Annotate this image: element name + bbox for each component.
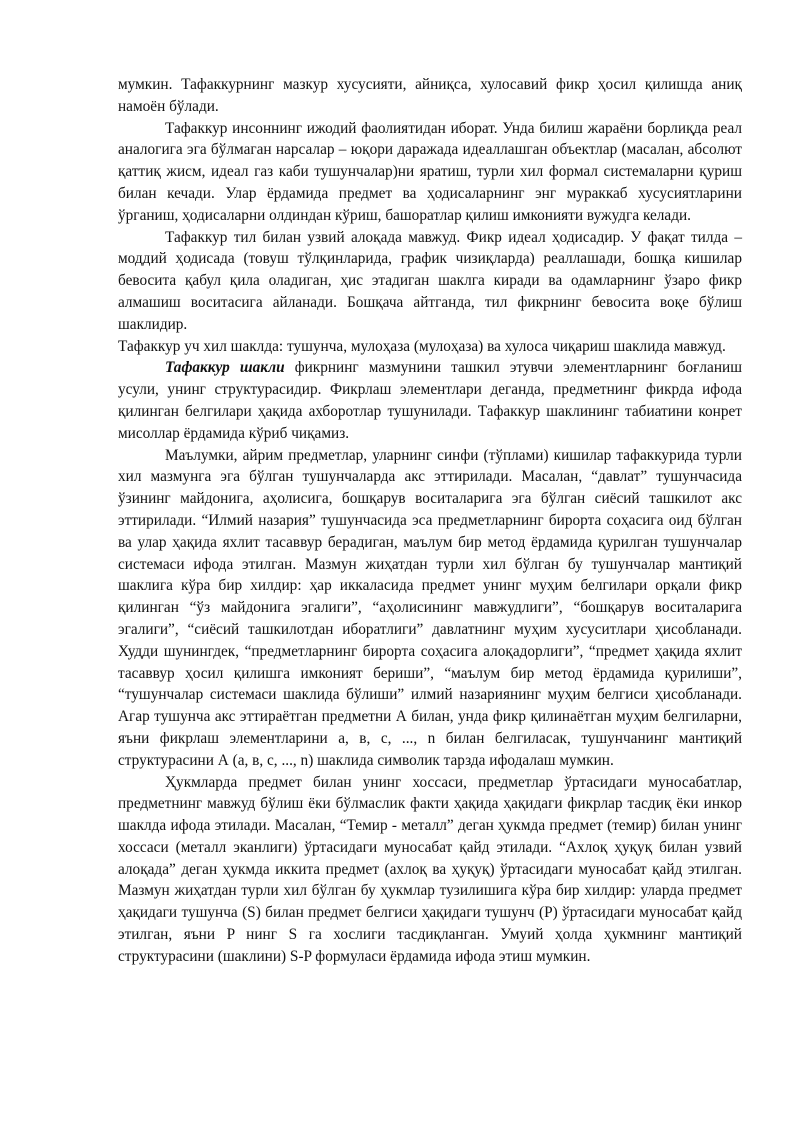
definition-body: фикрнинг мазмунини ташкил этувчи элементларнинг боғланиш усули, унинг структурасидир. Фикрлаш элементлари деганда, предметнинг фикрда ифода қилинган белгилари ҳақида ахборотлар тушунилади. Тафаккур шаклининг табиатини конрет мисоллар ёрдамида кўриб чиқамиз. <box>118 359 742 442</box>
paragraph-form-of-thought <box>118 357 742 444</box>
paragraph-concepts-example: Маълумки, айрим предметлар, уларнинг синфи (тўплами) кишилар тафаккурида турли хил мазмунга эга бўлган тушунчаларда акс эттирилади. Масалан, “давлат” тушунчасида ўзининг майдонига, аҳолисига, бошқарув воситаларига эга бўлган сиёсий ташкилот акс эттирилади. “Илмий назария” тушунчасида эса предметларнинг бирорта соҳасига оид бўлган ва улар ҳақида яхлит тасаввур берадиган, маълум бир метод ёрдамида қурилган тушунчалар системаси ифода этилган. Мазмун жиҳатдан турли хил бўлган бу тушунчалар мантиқий шаклига кўра бир хилдир: ҳар иккаласида предмет унинг муҳим белгилари орқали фикр қилинган “ўз майдонига эгалиги”, “аҳолисининг мавжудлиги”, “бошқарув воситаларига эгалиги”, “сиёсий ташкилотдан иборатлиги” давлатнинг муҳим хусуситлари ҳисобланади. Худди шунингдек, “предметларнинг бирорта соҳасига алоқадорлиги”, “предмет ҳақида яхлит тасаввур ҳосил қилишга имконият бериши”, “маълум бир метод ёрдамида қурилиши”, “тушунчалар системаси шаклида бўлиши” илмий назариянинг муҳим белгиси ҳисобланади. Агар тушунча акс эттираётган предметни А билан, унда фикр қилинаётган муҳим белгиларни, яъни фикрлаш элементларини а, в, с, ..., n билан белгиласак, тушунчанинг мантиқий структурасини А (а, в, с, ..., n) шаклида символик тарзда ифодалаш мумкин. <box>118 446 742 769</box>
term-definition: Тафаккур шакли <box>165 359 285 377</box>
paragraph-judgments: Ҳукмларда предмет билан унинг хоссаси, предметлар ўртасидаги муносабатлар, предметнинг мавжуд бўлиш ёки бўлмаслик факти ҳақида ҳақидаги фикрлар тасдиқ ёки инкор шаклда ифода этилади. Масалан, “Темир - металл” деган ҳукмда предмет (темир) билан унинг хоссаси (металл эканлиги) ўртасидаги муносабат қайд этилади. “Ахлоқ ҳуқуқ билан узвий алоқада” деган ҳукмда иккита предмет (ахлоқ ва ҳуқуқ) ўртасидаги муносабат қайд этилган. Мазмун жиҳатдан турли хил бўлган бу ҳукмлар тузилишига кўра бир хилдир: уларда предмет ҳақидаги тушунча (S) билан предмет белгиси ҳақидаги тушунч (P) ўртасидаги муносабат қайд этилган, яъни P нинг S га хослиги тасдиқланган. Умуий ҳолда ҳукмнинг мантиқий структурасини (шаклини) S-P формуласи ёрдамида ифода этиш мумкин. <box>118 773 742 965</box>
paragraph-intro-continuation: мумкин. Тафаккурнинг мазкур хусусияти, айниқса, хулосавий фикр ҳосил қилишда аниқ намоён бўлади. <box>118 76 742 115</box>
document-page <box>118 74 742 968</box>
paragraph-language-relation: Тафаккур тил билан узвий алоқада мавжуд. Фикр идеал ҳодисадир. У фақат тилда – моддий ҳодисада (товуш тўлқинларида, график чизиқларда) реаллашади, бошқа кишилар бевосита қабул қила оладиган, ҳис этадиган шаклга киради ва одамларнинг ўзаро фикр алмашиш воситасига айланади. Бошқача айтганда, тил фикрнинг бевосита воқе бўлиш шаклидир. <box>118 228 742 333</box>
paragraph-creative-activity: Тафаккур инсоннинг ижодий фаолиятидан иборат. Унда билиш жараёни борлиқда реал аналогига эга бўлмаган нарсалар – юқори даражада идеаллашган объектлар (масалан, абсолют қаттиқ жисм, идеал газ каби тушунчалар)ни яратиш, турли хил формал системаларни қуриш билан кечади. Улар ёрдамида предмет ва ҳодисаларнинг энг мураккаб хусусиятларини ўрганиш, ҳодисаларни олдиндан кўриш, башоратлар қилиш имконияти вужудга келади. <box>118 119 742 224</box>
paragraph-three-forms: Тафаккур уч хил шаклда: тушунча, мулоҳаза (мулоҳаза) ва хулоса чиқариш шаклида мавжуд. <box>118 337 726 355</box>
